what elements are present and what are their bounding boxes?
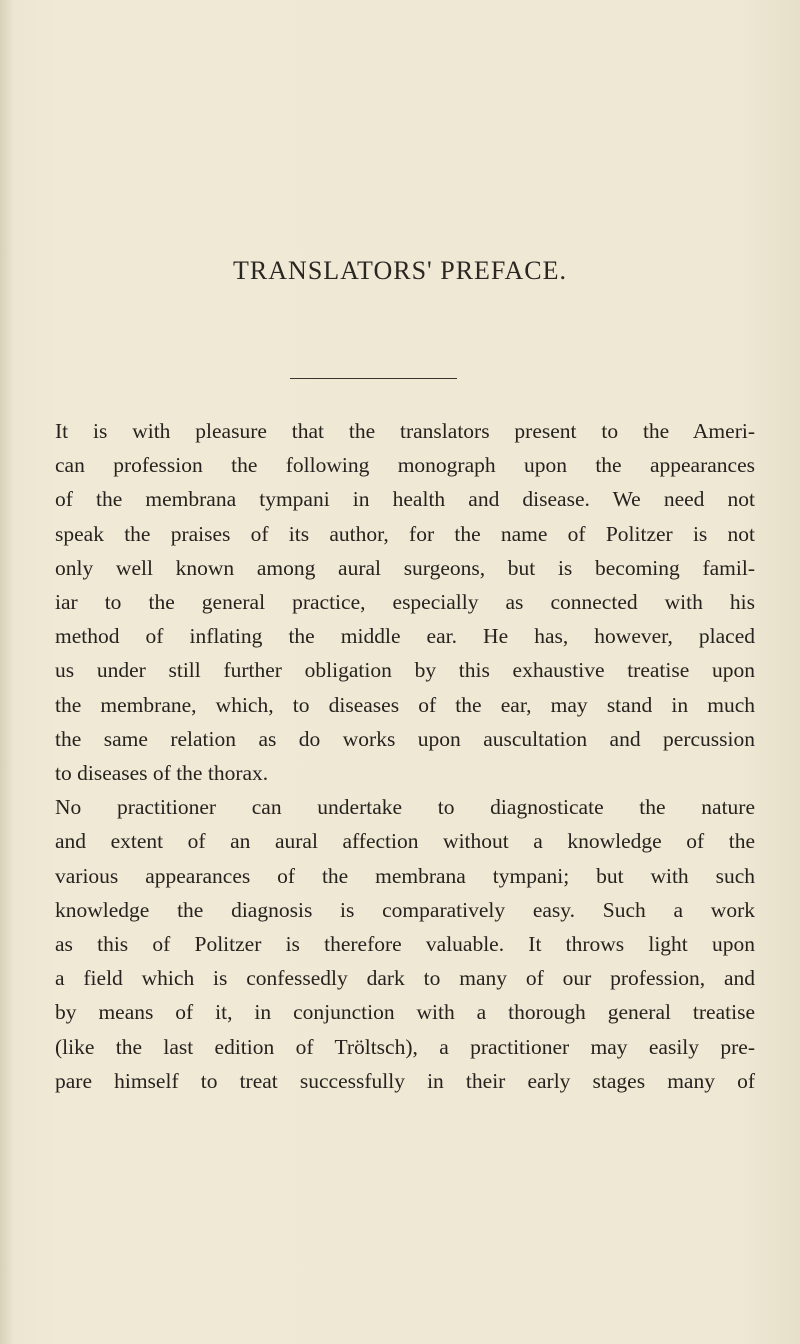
text-line: It is with pleasure that the translators present to the Ameri-: [55, 419, 755, 443]
paragraph-1: [55, 414, 755, 790]
text-line: to diseases of the thorax.: [55, 761, 269, 786]
text-line: iar to the general practice, especially as connected with his: [55, 590, 755, 615]
title-divider: [290, 378, 457, 379]
text-line: No practitioner can undertake to diagnosticate the nature: [55, 795, 755, 820]
preface-body: [55, 414, 755, 1098]
text-line: speak the praises of its author, for the name of Politzer is not: [55, 521, 755, 546]
text-line: the same relation as do works upon auscultation and percussion: [55, 726, 755, 751]
text-line: us under still further obligation by this exhaustive treatise upon: [55, 658, 755, 683]
text-line: as this of Politzer is therefore valuable. It throws light upon: [55, 932, 755, 957]
text-line: knowledge the diagnosis is comparatively easy. Such a work: [55, 897, 755, 922]
text-line: (like the last edition of Tröltsch), a practitioner may easily pre-: [55, 1034, 755, 1059]
text-line: only well known among aural surgeons, but is becoming famil-: [55, 555, 755, 580]
text-line: pare himself to treat successfully in their early stages many of: [55, 1068, 755, 1093]
text-line: the membrane, which, to diseases of the ear, may stand in much: [55, 692, 755, 717]
text-line: various appearances of the membrana tympani; but with such: [55, 863, 755, 888]
text-line: method of inflating the middle ear. He has, however, placed: [55, 624, 755, 649]
paragraph-2: [55, 790, 755, 1098]
text-line: a field which is confessedly dark to many of our profession, and: [55, 966, 755, 991]
page-title: TRANSLATORS' PREFACE.: [233, 256, 567, 285]
text-line: of the membrana tympani in health and disease. We need not: [55, 487, 755, 512]
text-line: and extent of an aural affection without a knowledge of the: [55, 829, 755, 854]
text-line: can profession the following monograph upon the appearances: [55, 453, 755, 478]
text-line: by means of it, in conjunction with a thorough general treatise: [55, 1000, 755, 1025]
